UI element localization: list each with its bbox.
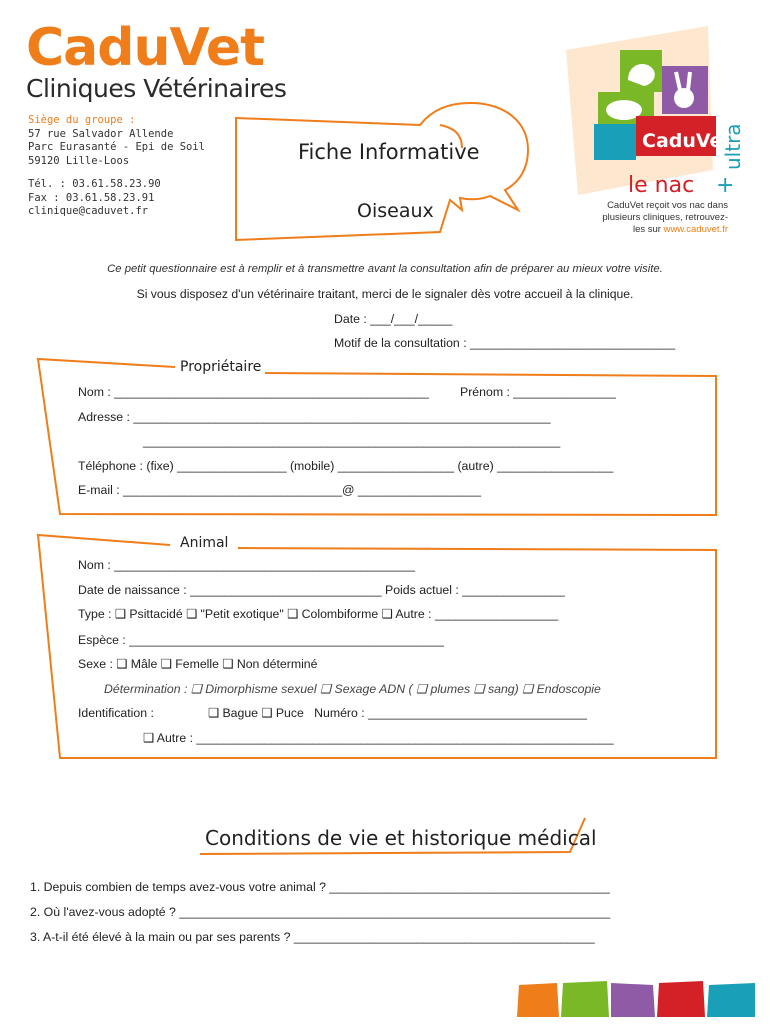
badge-plus: + [716, 173, 735, 198]
conditions-title: Conditions de vie et historique médical [205, 826, 597, 850]
nac-caption-line-1: CaduVet reçoit vos nac dans [607, 200, 728, 211]
form-title: Fiche Informative [298, 140, 480, 164]
owner-nom-field[interactable]: Nom : ______________________________________________ [78, 385, 429, 399]
fax: Fax : 03.61.58.23.91 [28, 191, 155, 204]
footer-tile-purple [611, 983, 655, 1017]
address-line-2: Parc Eurasanté - Epi de Soil [28, 141, 206, 153]
footer-tile-green [561, 981, 609, 1017]
nac-caption [580, 200, 728, 236]
nac-caption-line-3: les sur [632, 224, 664, 235]
animal-type-checkboxes[interactable]: Type : ❑ Psittacidé ❑ "Petit exotique" ❑ Colombiforme ❑ Autre : __________________ [78, 607, 559, 621]
turtle-tile-icon [594, 124, 636, 160]
nac-badge [558, 20, 748, 200]
footer-tile-orange [517, 983, 559, 1017]
motif-field[interactable]: Motif de la consultation : ______________________________ [334, 336, 676, 350]
address-line-1: 57 rue Salvador Allende [28, 127, 174, 140]
owner-email-field[interactable]: E-mail : ________________________________@ __________________ [78, 483, 481, 497]
logo-caduvet: CaduVet [26, 18, 265, 78]
caduvet-url-link[interactable]: www.caduvet.fr [663, 224, 728, 235]
date-field[interactable]: Date : ___/___/_____ [334, 312, 453, 326]
form-subtitle: Oiseaux [357, 200, 434, 222]
intro-vet-note: Si vous disposez d'un vétérinaire traitant, merci de le signaler dès votre accueil à la clinique. [136, 287, 634, 301]
animal-determination-checkboxes[interactable]: Détermination : ❑ Dimorphisme sexuel ❑ Sexage ADN ( ❑ plumes ❑ sang) ❑ Endoscopie [104, 682, 601, 696]
animal-legend: Animal [176, 535, 232, 551]
identification-options[interactable]: ❑ Bague ❑ Puce Numéro : ________________________________ [208, 706, 587, 720]
animal-birthdate-weight-fields[interactable]: Date de naissance : ____________________________ Poids actuel : _______________ [78, 583, 565, 597]
owner-address-field[interactable]: Adresse : _____________________________________________________________ [78, 410, 551, 424]
question-2-field[interactable]: 2. Où l'avez-vous adopté ? _______________________________________________________________ [30, 905, 611, 919]
identification-label: Identification : [78, 706, 154, 720]
footer-tile-teal [707, 983, 755, 1017]
identification-autre-field[interactable]: ❑ Autre : _____________________________________________________________ [143, 731, 614, 745]
address-label: Siège du groupe : [28, 114, 136, 126]
owner-phone-field[interactable]: Téléphone : (fixe) ________________ (mobile) _________________ (autre) _________________ [78, 459, 614, 473]
badge-nac: le nac [628, 173, 695, 198]
footer-tile-red [657, 981, 705, 1017]
owner-address-line2-field[interactable]: _____________________________________________________________ [143, 434, 561, 448]
animal-espece-field[interactable]: Espèce : ______________________________________________ [78, 633, 444, 647]
badge-ultra: ultra [721, 123, 745, 170]
email-link[interactable]: clinique@caduvet.fr [28, 205, 149, 217]
animal-nom-field[interactable]: Nom : ____________________________________________ [78, 558, 416, 572]
tel: Tél. : 03.61.58.23.90 [28, 178, 161, 190]
logo-subtitle: Cliniques Vétérinaires [26, 74, 287, 103]
animal-sexe-checkboxes[interactable]: Sexe : ❑ Mâle ❑ Femelle ❑ Non déterminé [78, 657, 318, 671]
footer-color-tiles [515, 975, 760, 1020]
badge-brand: CaduVet [642, 130, 732, 152]
owner-prenom-field[interactable]: Prénom : _______________ [460, 385, 616, 399]
intro-instruction: Ce petit questionnaire est à remplir et à transmettre avant la consultation afin de préparer au mieux votre visite. [107, 263, 663, 275]
address-line-3: 59120 Lille-Loos [28, 154, 130, 167]
question-3-field[interactable]: 3. A-t-il été élevé à la main ou par ses parents ? ____________________________________________ [30, 930, 595, 944]
nac-caption-line-2: plusieurs cliniques, retrouvez- [602, 212, 728, 223]
question-1-field[interactable]: 1. Depuis combien de temps avez-vous votre animal ? _________________________________________ [30, 880, 610, 894]
owner-legend: Propriétaire [176, 359, 265, 375]
